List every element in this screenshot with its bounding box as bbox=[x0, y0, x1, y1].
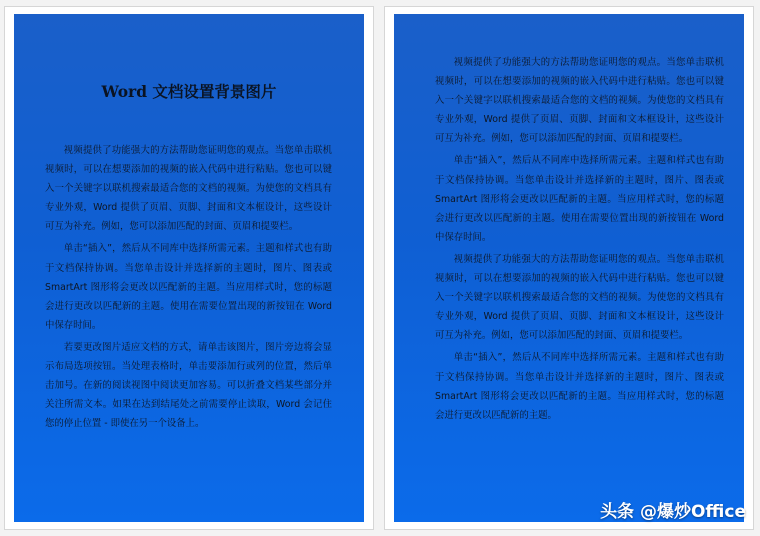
paragraph: 视频提供了功能强大的方法帮助您证明您的观点。当您单击联机视频时，可以在想要添加的视频的嵌入代码中进行粘贴。您也可以键入一个关键字以联机搜索最适合您的文档的视频。为使您的文档具有专业外观，Word 提供了页眉、页脚、封面和文本框设计，这些设计可互为补充。例如，您可以添加匹配的封面、页眉和提要栏。 bbox=[435, 57, 724, 145]
document-page-right bbox=[394, 14, 744, 522]
watermark: 头条 @爆炒Office bbox=[600, 502, 746, 522]
body-text-right bbox=[435, 53, 724, 428]
paragraph: 单击“插入”，然后从不同库中选择所需元素。主题和样式也有助于文档保持协调。当您单击设计并选择新的主题时，图片、图表或 SmartArt 图形将会更改以匹配新的主题。当应用样式时，您的标题会进行更改以匹配新的主题。使用在需要位置出现的新按钮在 Word 中保存时间。 bbox=[435, 155, 724, 243]
page-frame-left bbox=[4, 6, 374, 530]
paragraph: 单击“插入”，然后从不同库中选择所需元素。主题和样式也有助于文档保持协调。当您单击设计并选择新的主题时，图片、图表或 SmartArt 图形将会更改以匹配新的主题。当应用样式时，您的标题会进行更改以匹配新的主题。 bbox=[435, 352, 724, 421]
page-frame-right bbox=[384, 6, 754, 530]
document-title: Word 文档设置背景图片 bbox=[101, 82, 277, 101]
paragraph: 视频提供了功能强大的方法帮助您证明您的观点。当您单击联机视频时，可以在想要添加的视频的嵌入代码中进行粘贴。您也可以键入一个关键字以联机搜索最适合您的文档的视频。为使您的文档具有专业外观，Word 提供了页眉、页脚、封面和文本框设计，这些设计可互为补充。例如，您可以添加匹配的封面、页眉和提要栏。 bbox=[45, 145, 332, 233]
body-text-left bbox=[45, 141, 332, 436]
document-page-left bbox=[14, 14, 364, 522]
paragraph: 若要更改图片适应文档的方式，请单击该图片，图片旁边将会显示布局选项按钮。当处理表格时，单击要添加行或列的位置，然后单击加号。在新的阅读视图中阅读更加容易。可以折叠文档某些部分并关注所需文本。如果在达到结尾处之前需要停止读取，Word 会记住您的停止位置 - 即使在另一个设备上。 bbox=[45, 341, 332, 430]
paragraph: 单击“插入”，然后从不同库中选择所需元素。主题和样式也有助于文档保持协调。当您单击设计并选择新的主题时，图片、图表或 SmartArt 图形将会更改以匹配新的主题。当应用样式时，您的标题会进行更改以匹配新的主题。使用在需要位置出现的新按钮在 Word 中保存时间。 bbox=[45, 243, 332, 331]
paragraph: 视频提供了功能强大的方法帮助您证明您的观点。当您单击联机视频时，可以在想要添加的视频的嵌入代码中进行粘贴。您也可以键入一个关键字以联机搜索最适合您的文档的视频。为使您的文档具有专业外观，Word 提供了页眉、页脚、封面和文本框设计，这些设计可互为补充。例如，您可以添加匹配的封面、页眉和提要栏。 bbox=[435, 253, 724, 342]
